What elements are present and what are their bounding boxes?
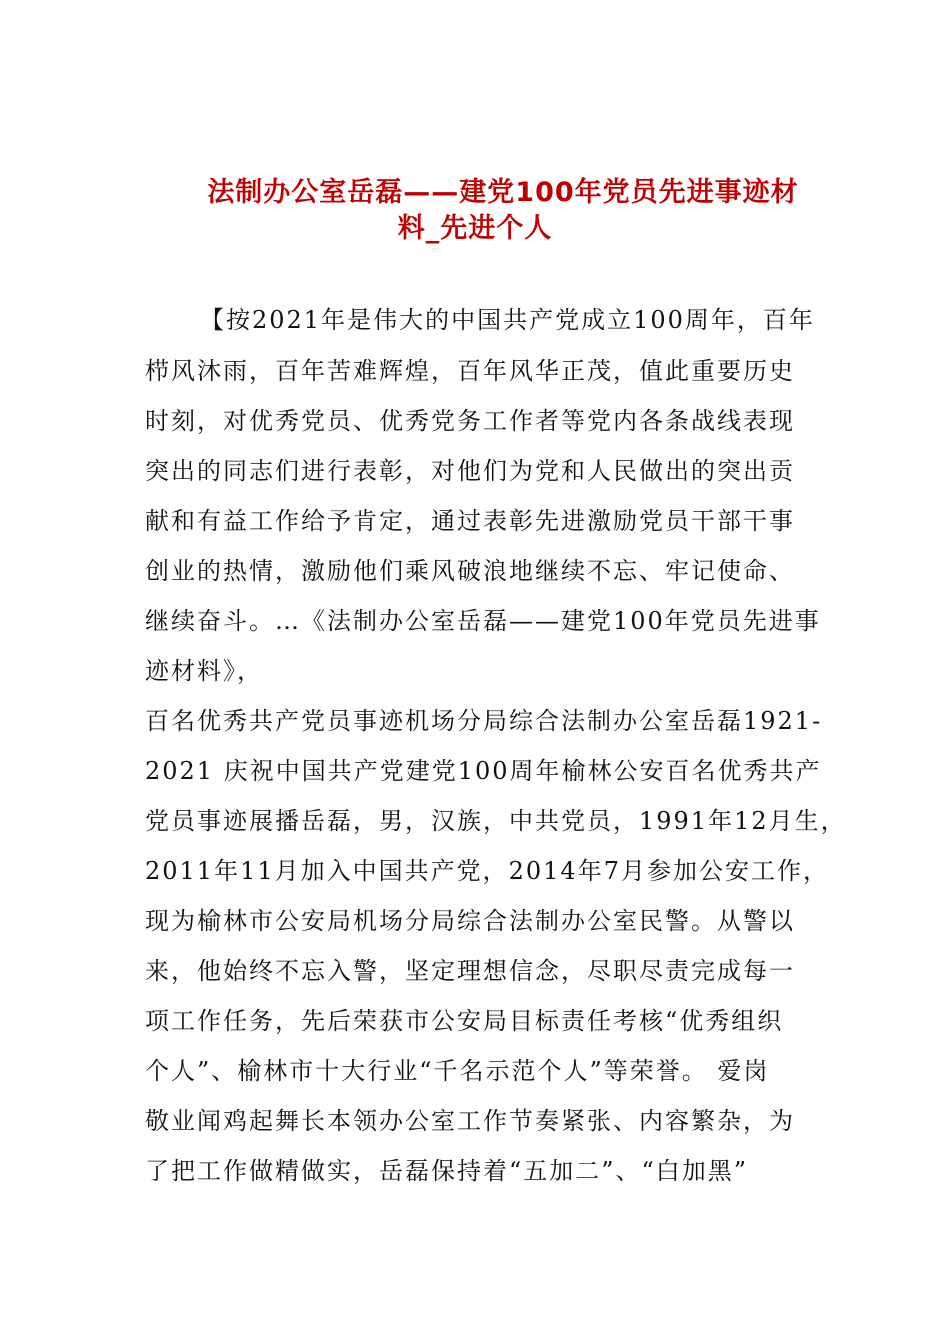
body-line: 项工作任务，先后荣获市公安局目标责任考核“优秀组织 bbox=[145, 1007, 784, 1035]
body-line: 2011年11月加入中国共产党，2014年7月参加公安工作， bbox=[145, 857, 829, 885]
title-line-2: 料_先进个人 bbox=[397, 213, 553, 244]
body-line: 突出的同志们进行表彰，对他们为党和人民做出的突出贡 bbox=[145, 457, 795, 485]
body-line: 现为榆林市公安局机场分局综合法制办公室民警。从警以 bbox=[145, 907, 795, 935]
body-line: 献和有益工作给予肯定，通过表彰先进激励党员干部干事 bbox=[145, 507, 795, 535]
body-line: 个人”、榆林市十大行业“千名示范个人”等荣誉。 爱岗 bbox=[145, 1057, 770, 1085]
body-line: 创业的热情，激励他们乘风破浪地继续不忘、牢记使命、 bbox=[145, 557, 795, 585]
body-line: 来，他始终不忘入警，坚定理想信念，尽职尽责完成每一 bbox=[145, 957, 795, 985]
body-line: 继续奋斗。…《法制办公室岳磊——建党100年党员先进事 bbox=[145, 607, 821, 635]
body-line: 了把工作做精做实，岳磊保持着“五加二”、“白加黑” bbox=[145, 1157, 749, 1185]
body-line: 时刻，对优秀党员、优秀党务工作者等党内各条战线表现 bbox=[145, 407, 795, 435]
body-line: 2021 庆祝中国共产党建党100周年榆林公安百名优秀共产 bbox=[145, 757, 822, 785]
body-line: 迹材料》， bbox=[145, 657, 263, 685]
body-line: 敬业闻鸡起舞长本领办公室工作节奏紧张、内容繁杂，为 bbox=[145, 1107, 795, 1135]
body-line: 党员事迹展播岳磊，男，汉族，中共党员，1991年12月生， bbox=[145, 807, 847, 835]
body-line: 百名优秀共产党员事迹机场分局综合法制办公室岳磊1921- bbox=[145, 707, 823, 735]
title-line-1: 法制办公室岳磊——建党100年党员先进事迹材 bbox=[207, 177, 799, 208]
body-line: 栉风沐雨，百年苦难辉煌，百年风华正茂，值此重要历史 bbox=[145, 357, 795, 385]
body-line: 【按2021年是伟大的中国共产党成立100周年，百年 bbox=[200, 306, 815, 334]
